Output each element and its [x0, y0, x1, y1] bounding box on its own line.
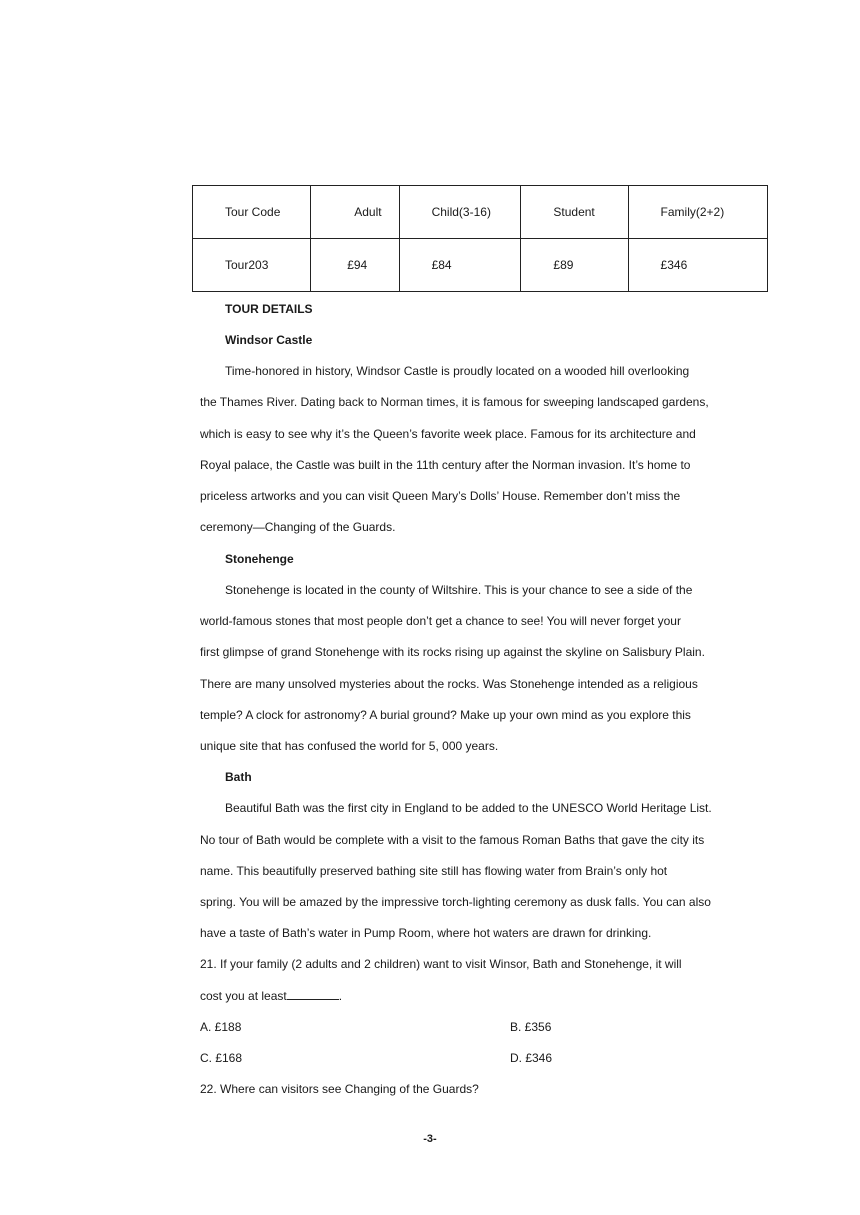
stonehenge-line-2: world-famous stones that most people don’t get a chance to see! You will never forget your — [200, 614, 681, 628]
stonehenge-heading: Stonehenge — [225, 552, 294, 566]
windsor-line-4: Royal palace, the Castle was built in the 11th century after the Norman invasion. It’s home to — [200, 458, 691, 472]
windsor-line-3: which is easy to see why it’s the Queen’s favorite week place. Famous for its architecture and — [200, 427, 696, 441]
table-header-row — [193, 186, 768, 239]
cell-child-price: £84 — [399, 239, 521, 292]
header-adult: Adult — [311, 186, 399, 239]
windsor-line-6: ceremony—Changing of the Guards. — [200, 520, 396, 534]
windsor-heading: Windsor Castle — [225, 333, 313, 347]
stonehenge-line-3: first glimpse of grand Stonehenge with its rocks rising up against the skyline on Salisbury Plain. — [200, 645, 705, 659]
question-21-cost-text: cost you at least — [200, 989, 287, 1003]
option-d: D. £346 — [510, 1051, 553, 1065]
bath-line-2: No tour of Bath would be complete with a visit to the famous Roman Baths that gave the city its — [200, 833, 705, 847]
question-21-period: . — [338, 989, 343, 1003]
option-a: A. £188 — [200, 1020, 242, 1034]
cell-family-price: £346 — [628, 239, 767, 292]
answer-blank — [287, 989, 339, 1000]
header-student: Student — [521, 186, 628, 239]
bath-line-5: have a taste of Bath’s water in Pump Room, where hot waters are drawn for drinking. — [200, 926, 652, 940]
stonehenge-line-5: temple? A clock for astronomy? A burial ground? Make up your own mind as you explore this — [200, 708, 691, 722]
bath-heading: Bath — [225, 770, 252, 784]
bath-line-4: spring. You will be amazed by the impressive torch-lighting ceremony as dusk falls. You can also — [200, 895, 711, 909]
tour-price-table — [192, 185, 768, 292]
header-family: Family(2+2) — [628, 186, 767, 239]
section-title: TOUR DETAILS — [225, 302, 313, 316]
option-c: C. £168 — [200, 1051, 243, 1065]
bath-line-1: Beautiful Bath was the first city in England to be added to the UNESCO World Heritage List. — [225, 801, 712, 815]
header-tour-code: Tour Code — [193, 186, 311, 239]
stonehenge-line-1: Stonehenge is located in the county of Wiltshire. This is your chance to see a side of the — [225, 583, 693, 597]
cell-tour-code: Tour203 — [193, 239, 311, 292]
cell-adult-price: £94 — [311, 239, 399, 292]
table-row — [193, 239, 768, 292]
page-number: -3- — [423, 1133, 437, 1145]
windsor-line-2: the Thames River. Dating back to Norman times, it is famous for sweeping landscaped gardens, — [200, 395, 709, 409]
windsor-line-5: priceless artworks and you can visit Queen Mary’s Dolls’ House. Remember don’t miss the — [200, 489, 681, 503]
header-child: Child(3-16) — [399, 186, 521, 239]
stonehenge-line-4: There are many unsolved mysteries about the rocks. Was Stonehenge intended as a religious — [200, 677, 698, 691]
bath-line-3: name. This beautifully preserved bathing site still has flowing water from Brain’s only hot — [200, 864, 668, 878]
question-21-stem: 21. If your family (2 adults and 2 children) want to visit Winsor, Bath and Stonehenge, it will — [200, 957, 682, 971]
cell-student-price: £89 — [521, 239, 628, 292]
option-b: B. £356 — [510, 1020, 552, 1034]
question-21-stem-end — [200, 989, 342, 1003]
question-22-stem: 22. Where can visitors see Changing of the Guards? — [200, 1082, 479, 1096]
stonehenge-line-6: unique site that has confused the world for 5, 000 years. — [200, 739, 499, 753]
windsor-line-1: Time-honored in history, Windsor Castle is proudly located on a wooded hill overlooking — [225, 364, 690, 378]
